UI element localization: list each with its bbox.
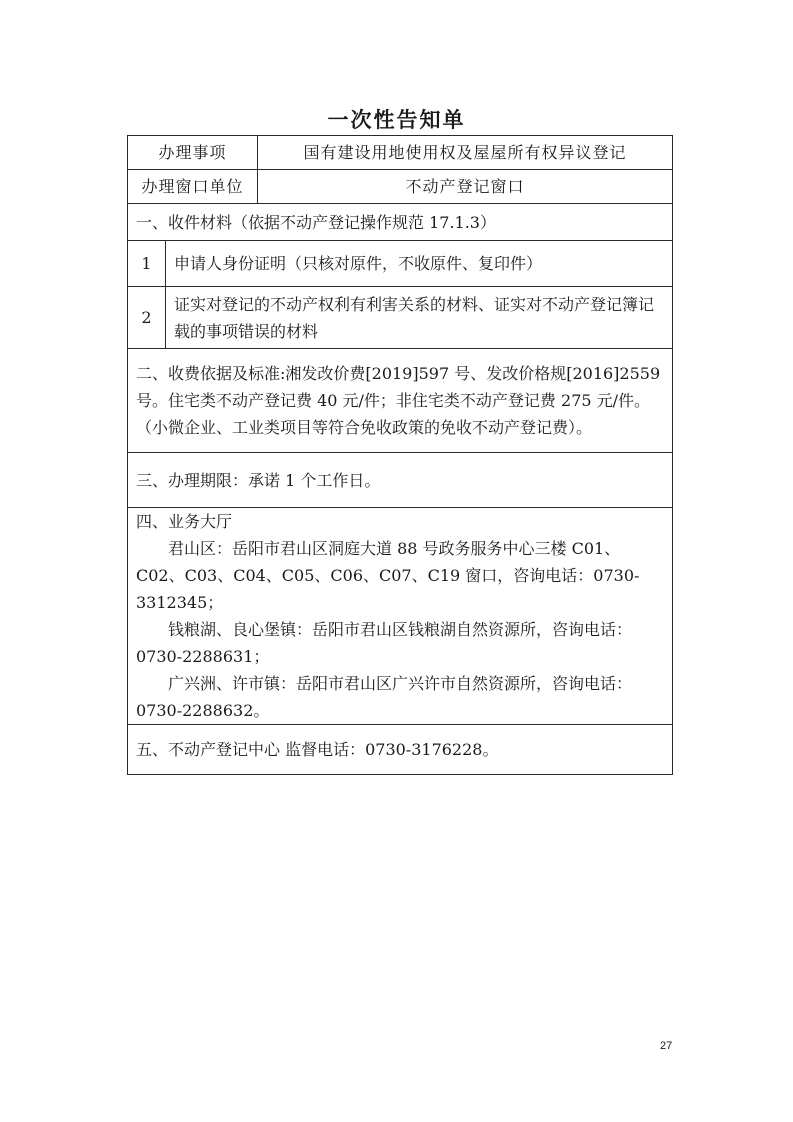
material-number: 1 (128, 241, 166, 287)
item-value: 国有建设用地使用权及屋屋所有权异议登记 (258, 136, 673, 170)
hall-cell (128, 508, 673, 725)
materials-heading: 一、收件材料（依据不动产登记操作规范 17.1.3） (128, 204, 673, 241)
item-label: 办理事项 (128, 136, 258, 170)
notice-form-table (127, 135, 673, 775)
hall-heading: 四、业务大厅 (136, 512, 233, 531)
row-hall (128, 508, 673, 725)
row-materials-heading (128, 204, 673, 241)
material-row (128, 241, 673, 287)
window-value: 不动产登记窗口 (258, 170, 673, 204)
hall-entry: 钱粮湖、良心堡镇：岳阳市君山区钱粮湖自然资源所，咨询电话：0730-2288631； (136, 620, 633, 666)
row-period (128, 453, 673, 508)
row-fees (128, 349, 673, 453)
row-item (128, 136, 673, 170)
period-text: 三、办理期限：承诺 1 个工作日。 (128, 453, 673, 508)
row-supervision (128, 725, 673, 775)
material-text: 证实对登记的不动产权利有利害关系的材料、证实对不动产登记簿记载的事项错误的材料 (166, 287, 673, 349)
fees-text: 二、收费依据及标准:湘发改价费[2019]597 号、发改价格规[2016]2559 号。住宅类不动产登记费 40 元/件；非住宅类不动产登记费 275 元/件。（小微企业、工业类项目等符合免收政策的免收不动产登记费）。 (128, 349, 673, 453)
window-label: 办理窗口单位 (128, 170, 258, 204)
material-row (128, 287, 673, 349)
hall-entry: 广兴洲、许市镇：岳阳市君山区广兴许市自然资源所，咨询电话：0730-2288632。 (136, 674, 633, 720)
page-title: 一次性告知单 (327, 108, 466, 132)
page-number: 27 (660, 1040, 673, 1052)
material-number: 2 (128, 287, 166, 349)
supervision-text: 五、不动产登记中心 监督电话：0730-3176228。 (128, 725, 673, 775)
hall-entry: 君山区：岳阳市君山区洞庭大道 88 号政务服务中心三楼 C01、C02、C03、C04、C05、C06、C07、C19 窗口，咨询电话：0730-3312345； (136, 539, 640, 612)
row-window (128, 170, 673, 204)
material-text: 申请人身份证明（只核对原件，不收原件、复印件） (166, 241, 673, 287)
